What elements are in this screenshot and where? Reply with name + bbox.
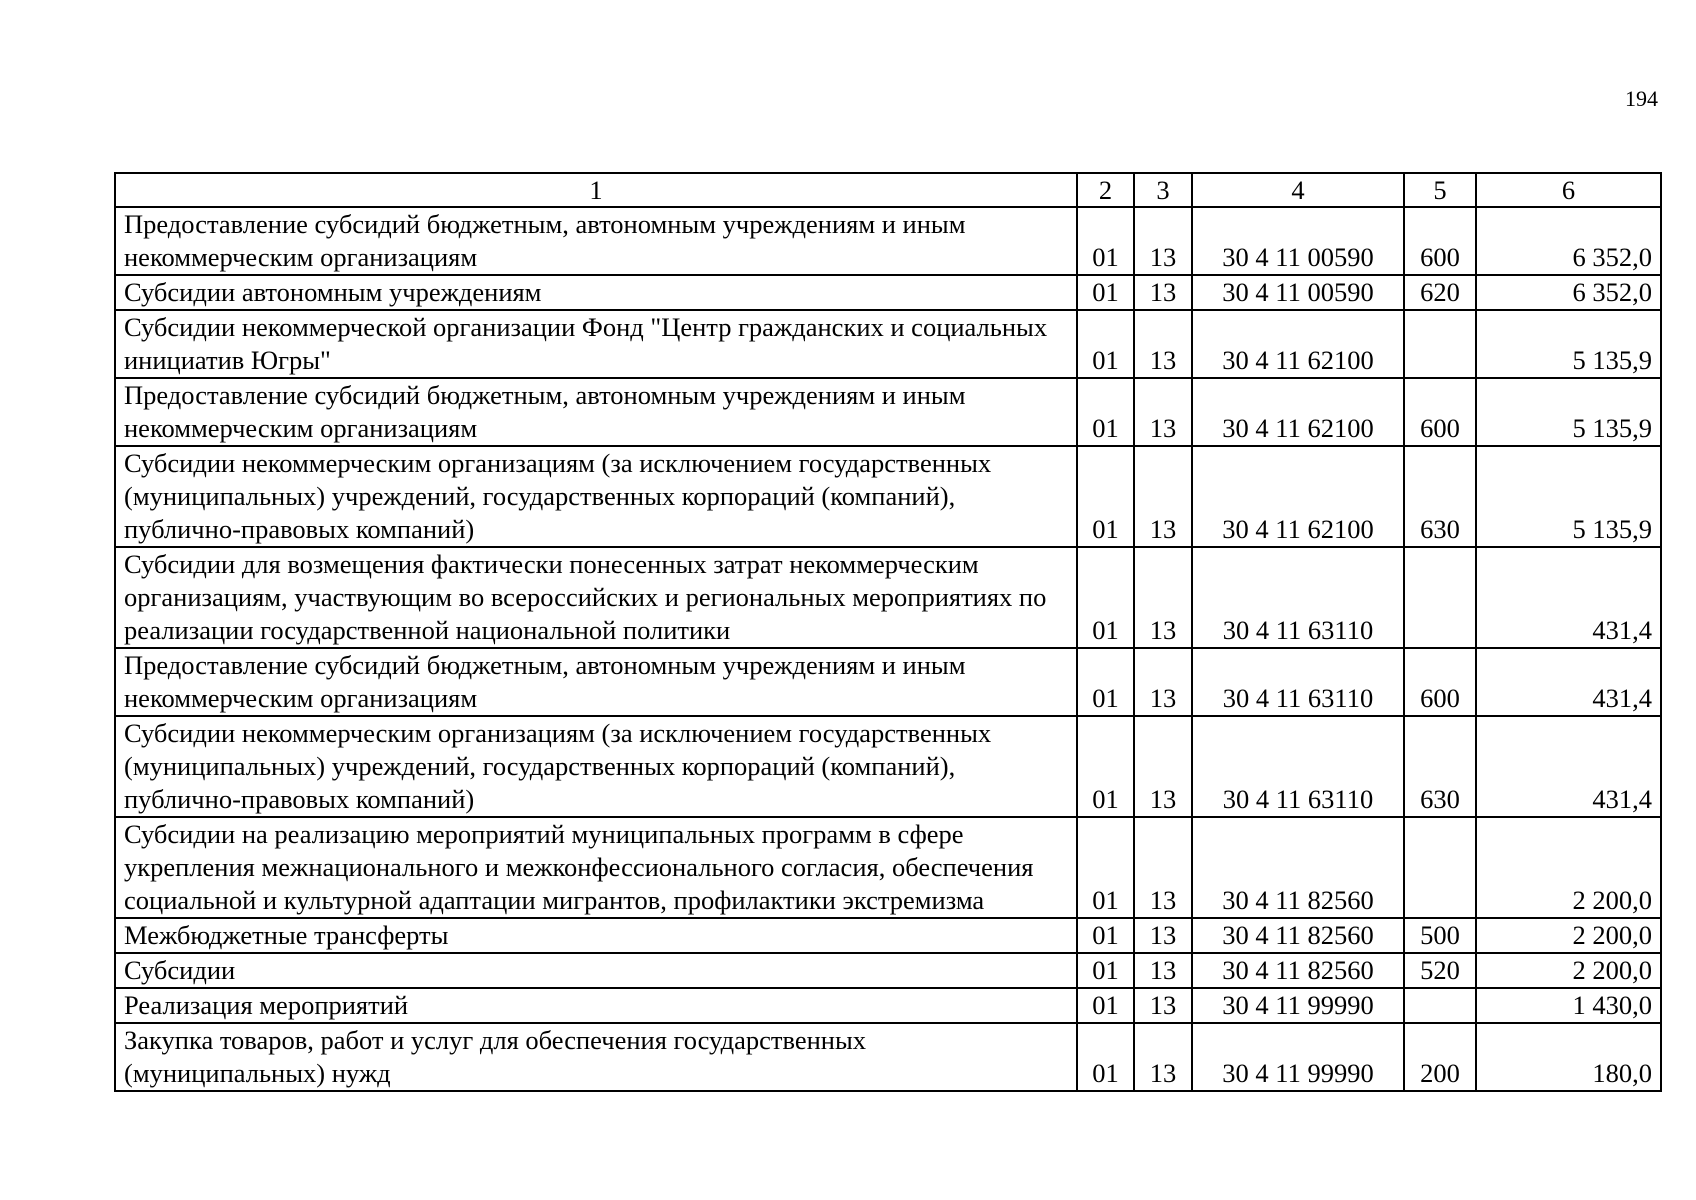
row-col4-cell: 30 4 11 63110 bbox=[1192, 648, 1404, 716]
row-col2-cell: 01 bbox=[1077, 547, 1134, 648]
table-row bbox=[115, 817, 1661, 918]
row-col3-cell: 13 bbox=[1134, 988, 1192, 1023]
row-col3-cell: 13 bbox=[1134, 918, 1192, 953]
row-col6-cell: 5 135,9 bbox=[1476, 378, 1661, 446]
row-col3-cell: 13 bbox=[1134, 547, 1192, 648]
row-col3-cell: 13 bbox=[1134, 207, 1192, 275]
header-cell: 3 bbox=[1134, 173, 1192, 207]
row-col5-cell: 600 bbox=[1404, 648, 1476, 716]
table-row bbox=[115, 918, 1661, 953]
row-col2-cell: 01 bbox=[1077, 275, 1134, 310]
row-col6-cell: 2 200,0 bbox=[1476, 918, 1661, 953]
row-col5-cell: 600 bbox=[1404, 378, 1476, 446]
row-col3-cell: 13 bbox=[1134, 817, 1192, 918]
row-name-cell: Предоставление субсидий бюджетным, автономным учреждениям и иным некоммерческим организациям bbox=[115, 378, 1077, 446]
row-col3-cell: 13 bbox=[1134, 1023, 1192, 1091]
row-col5-cell: 600 bbox=[1404, 207, 1476, 275]
row-col6-cell: 6 352,0 bbox=[1476, 207, 1661, 275]
row-col2-cell: 01 bbox=[1077, 446, 1134, 547]
row-col6-cell: 431,4 bbox=[1476, 547, 1661, 648]
row-col5-cell: 620 bbox=[1404, 275, 1476, 310]
row-col4-cell: 30 4 11 82560 bbox=[1192, 953, 1404, 988]
table-row bbox=[115, 547, 1661, 648]
header-cell: 1 bbox=[115, 173, 1077, 207]
table-row bbox=[115, 310, 1661, 378]
row-col6-cell: 431,4 bbox=[1476, 716, 1661, 817]
table-row bbox=[115, 953, 1661, 988]
row-col5-cell: 630 bbox=[1404, 716, 1476, 817]
row-col2-cell: 01 bbox=[1077, 310, 1134, 378]
row-col6-cell: 431,4 bbox=[1476, 648, 1661, 716]
row-col4-cell: 30 4 11 62100 bbox=[1192, 378, 1404, 446]
row-col6-cell: 2 200,0 bbox=[1476, 953, 1661, 988]
row-name-cell: Субсидии некоммерческим организациям (за исключением государственных (муниципальных) учреждений, государственных корпораций (компаний), публично-правовых компаний) bbox=[115, 446, 1077, 547]
row-name-cell: Предоставление субсидий бюджетным, автономным учреждениям и иным некоммерческим организациям bbox=[115, 648, 1077, 716]
table-row bbox=[115, 378, 1661, 446]
page-number: 194 bbox=[1625, 86, 1658, 111]
table-header-row bbox=[115, 173, 1661, 207]
row-name-cell: Субсидии некоммерческой организации Фонд "Центр гражданских и социальных инициатив Югры" bbox=[115, 310, 1077, 378]
row-name-cell: Предоставление субсидий бюджетным, автономным учреждениям и иным некоммерческим организациям bbox=[115, 207, 1077, 275]
row-col2-cell: 01 bbox=[1077, 648, 1134, 716]
table-row bbox=[115, 716, 1661, 817]
row-col5-cell: 630 bbox=[1404, 446, 1476, 547]
row-col2-cell: 01 bbox=[1077, 817, 1134, 918]
row-col4-cell: 30 4 11 00590 bbox=[1192, 207, 1404, 275]
row-col4-cell: 30 4 11 63110 bbox=[1192, 547, 1404, 648]
row-col3-cell: 13 bbox=[1134, 310, 1192, 378]
row-col5-cell: 200 bbox=[1404, 1023, 1476, 1091]
row-col4-cell: 30 4 11 00590 bbox=[1192, 275, 1404, 310]
row-col2-cell: 01 bbox=[1077, 378, 1134, 446]
row-col4-cell: 30 4 11 62100 bbox=[1192, 310, 1404, 378]
header-cell: 5 bbox=[1404, 173, 1476, 207]
row-col3-cell: 13 bbox=[1134, 446, 1192, 547]
row-col5-cell: 500 bbox=[1404, 918, 1476, 953]
row-col3-cell: 13 bbox=[1134, 378, 1192, 446]
row-col2-cell: 01 bbox=[1077, 918, 1134, 953]
header-cell: 6 bbox=[1476, 173, 1661, 207]
table-row bbox=[115, 1023, 1661, 1091]
row-col2-cell: 01 bbox=[1077, 207, 1134, 275]
header-cell: 2 bbox=[1077, 173, 1134, 207]
row-name-cell: Субсидии на реализацию мероприятий муниципальных программ в сфере укрепления межнационального и межконфессионального согласия, обеспечения социальной и культурной адаптации мигрантов, профилактики экстремизма bbox=[115, 817, 1077, 918]
row-col3-cell: 13 bbox=[1134, 953, 1192, 988]
table-row bbox=[115, 648, 1661, 716]
table-row bbox=[115, 446, 1661, 547]
row-col6-cell: 1 430,0 bbox=[1476, 988, 1661, 1023]
row-col6-cell: 5 135,9 bbox=[1476, 310, 1661, 378]
row-col5-cell bbox=[1404, 310, 1476, 378]
row-col5-cell: 520 bbox=[1404, 953, 1476, 988]
row-col3-cell: 13 bbox=[1134, 275, 1192, 310]
row-col4-cell: 30 4 11 63110 bbox=[1192, 716, 1404, 817]
table-row bbox=[115, 988, 1661, 1023]
row-name-cell: Субсидии для возмещения фактически понесенных затрат некоммерческим организациям, участвующим во всероссийских и региональных мероприятиях по реализации государственной национальной политики bbox=[115, 547, 1077, 648]
row-col3-cell: 13 bbox=[1134, 648, 1192, 716]
row-col6-cell: 180,0 bbox=[1476, 1023, 1661, 1091]
row-name-cell: Реализация мероприятий bbox=[115, 988, 1077, 1023]
row-name-cell: Субсидии некоммерческим организациям (за исключением государственных (муниципальных) учреждений, государственных корпораций (компаний), публично-правовых компаний) bbox=[115, 716, 1077, 817]
row-col2-cell: 01 bbox=[1077, 1023, 1134, 1091]
row-col4-cell: 30 4 11 99990 bbox=[1192, 988, 1404, 1023]
row-col5-cell bbox=[1404, 817, 1476, 918]
table-row bbox=[115, 207, 1661, 275]
row-col2-cell: 01 bbox=[1077, 988, 1134, 1023]
row-col4-cell: 30 4 11 99990 bbox=[1192, 1023, 1404, 1091]
row-col5-cell bbox=[1404, 988, 1476, 1023]
row-col3-cell: 13 bbox=[1134, 716, 1192, 817]
row-col6-cell: 6 352,0 bbox=[1476, 275, 1661, 310]
row-col4-cell: 30 4 11 62100 bbox=[1192, 446, 1404, 547]
budget-table bbox=[114, 172, 1662, 1092]
row-name-cell: Закупка товаров, работ и услуг для обеспечения государственных (муниципальных) нужд bbox=[115, 1023, 1077, 1091]
header-cell: 4 bbox=[1192, 173, 1404, 207]
row-col6-cell: 5 135,9 bbox=[1476, 446, 1661, 547]
row-name-cell: Субсидии автономным учреждениям bbox=[115, 275, 1077, 310]
row-col4-cell: 30 4 11 82560 bbox=[1192, 817, 1404, 918]
row-name-cell: Субсидии bbox=[115, 953, 1077, 988]
row-col5-cell bbox=[1404, 547, 1476, 648]
row-col2-cell: 01 bbox=[1077, 716, 1134, 817]
table-body bbox=[115, 207, 1661, 1091]
row-col2-cell: 01 bbox=[1077, 953, 1134, 988]
row-name-cell: Межбюджетные трансферты bbox=[115, 918, 1077, 953]
table-row bbox=[115, 275, 1661, 310]
row-col4-cell: 30 4 11 82560 bbox=[1192, 918, 1404, 953]
row-col6-cell: 2 200,0 bbox=[1476, 817, 1661, 918]
